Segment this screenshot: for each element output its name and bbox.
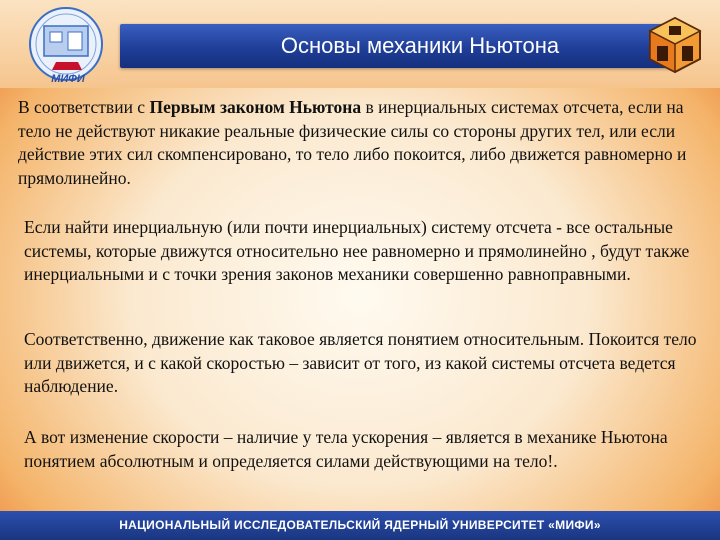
p1-bold-term: Первым законом Ньютона bbox=[149, 97, 362, 117]
header bbox=[0, 0, 720, 88]
logo-left-text: МИФИ bbox=[51, 73, 85, 85]
paragraph-inertial-systems: Если найти инерциальную (или почти инерциальных) систему отсчета - все остальные системы, которые движутся относительно нее равномерно и прямолинейно , будут также инерциальными и с точки зрения законов механики совершенно равноправными. bbox=[24, 217, 690, 284]
mephi-emblem-icon bbox=[20, 4, 130, 88]
p1-text-start: В соответствии с bbox=[18, 97, 150, 117]
footer-text: НАЦИОНАЛЬНЫЙ ИССЛЕДОВАТЕЛЬСКИЙ ЯДЕРНЫЙ УНИВЕРСИТЕТ «МИФИ» bbox=[119, 518, 601, 532]
content-area bbox=[0, 96, 720, 504]
p1-text-end: в инерциальных системах отсчета, если на тело не действуют никакие реальные физические силы со стороны других тел, или если действие этих сил скомпенсировано, то тело либо покоится, либо движется равномерно и прямолинейно. bbox=[18, 97, 687, 188]
paragraph-first-law bbox=[18, 96, 708, 190]
cube-logo-icon bbox=[644, 14, 706, 76]
slide-title: Основы механики Ньютона bbox=[280, 33, 560, 58]
footer-bar bbox=[0, 511, 720, 540]
title-bar bbox=[120, 24, 680, 68]
paragraph-acceleration: А вот изменение скорости – наличие у тела ускорения – является в механике Ньютона понятием абсолютным и определяется силами действующими на тело!. bbox=[24, 427, 668, 471]
paragraph-relative-motion: Соответственно, движение как таковое является понятием относительным. Покоится тело или движется, и с какой скоростью – зависит от того, из какой системы отсчета ведется наблюдение. bbox=[24, 329, 697, 396]
